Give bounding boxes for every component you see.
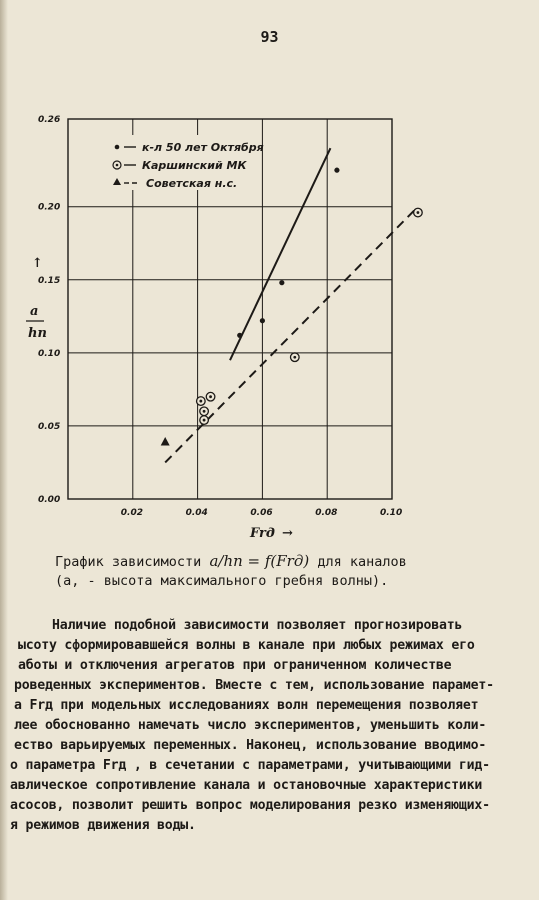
y-tick-label-1: 0.05 xyxy=(38,421,61,432)
body-line-3: аботы и отключения агрегатов при ограниченном количестве xyxy=(18,658,452,673)
body-line-4: роведенных экспериментов. Вместе с тем, использование парамет- xyxy=(14,678,494,693)
body-line-9: авлическое сопротивление канала и остановочные характеристики xyxy=(10,778,483,793)
x-tick-label-3: 0.08 xyxy=(315,508,338,518)
body-line-6: лее обоснованно намечать число экспериментов, уменьшить коли- xyxy=(14,718,487,733)
chart-points xyxy=(161,168,423,446)
data-point-s2-1-center xyxy=(293,356,296,359)
page-number: 93 xyxy=(260,28,279,46)
y-tick-label-2: 0.10 xyxy=(38,348,61,359)
body-line-11: я режимов движения воды. xyxy=(10,818,196,833)
legend-item-3: Советская н.с. xyxy=(146,177,238,190)
data-point-s1-2-center xyxy=(203,410,206,413)
y-tick-label-4: 0.20 xyxy=(38,202,61,213)
x-axis-arrow: → xyxy=(282,526,293,541)
y-tick-label-5: 0.26 xyxy=(38,115,61,125)
x-tick-label-2: 0.06 xyxy=(250,508,273,518)
y-axis-label-top: a xyxy=(30,304,39,319)
x-tick-label-4: 0.10 xyxy=(380,508,403,518)
body-line-8: о параметра Frд , в сечетании с параметрами, учитывающими гид- xyxy=(10,758,490,773)
legend-item-2: Каршинский МК xyxy=(142,159,247,172)
legend-circle-center xyxy=(116,164,119,167)
caption-prefix: График зависимости xyxy=(55,554,202,570)
x-tick-label-0: 0.02 xyxy=(120,508,144,518)
caption-formula: a/hп = f(Frд) xyxy=(209,552,310,570)
body-line-10: асосов, позволит решить вопрос моделирования резко изменяющих- xyxy=(10,798,490,813)
x-tick-label-1: 0.04 xyxy=(185,508,208,518)
data-point-s0-1 xyxy=(260,318,265,323)
data-point-s2-2-center xyxy=(417,211,420,214)
caption-line-2: (a, - высота максимального гребня волны). xyxy=(55,573,389,589)
y-tick-label-3: 0.15 xyxy=(38,275,61,286)
y-axis-label-bottom: hп xyxy=(28,326,47,341)
body-line-5: а Frд при модельных исследованиях волн перемещения позволяет xyxy=(14,698,479,713)
body-line-2: ысоту сформировавшейся волны в канале при любых режимах его xyxy=(18,638,475,653)
data-point-s0-2 xyxy=(279,280,284,285)
body-line-1: Наличие подобной зависимости позволяет прогнозировать xyxy=(52,618,463,633)
y-tick-label-0: 0.00 xyxy=(38,495,61,505)
data-point-s1-3-center xyxy=(203,419,206,422)
legend-dot-marker xyxy=(115,145,120,150)
y-axis-arrow: ↑ xyxy=(32,256,43,271)
caption-suffix: для каналов xyxy=(317,554,407,570)
data-point-s1-0-center xyxy=(199,400,202,403)
figure-caption xyxy=(55,552,505,591)
x-axis-label: Frд xyxy=(250,526,275,541)
data-point-s1-1-center xyxy=(209,395,212,398)
body-line-7: ество варьируемых переменных. Наконец, использование вводимо- xyxy=(14,738,487,753)
figure-chart xyxy=(0,95,539,545)
data-point-s2-0 xyxy=(161,437,170,446)
data-point-s0-0 xyxy=(237,333,242,338)
caption-line-1 xyxy=(55,552,505,572)
data-point-s0-3 xyxy=(334,168,339,173)
legend-item-1: к-л 50 лет Октября xyxy=(142,141,264,154)
